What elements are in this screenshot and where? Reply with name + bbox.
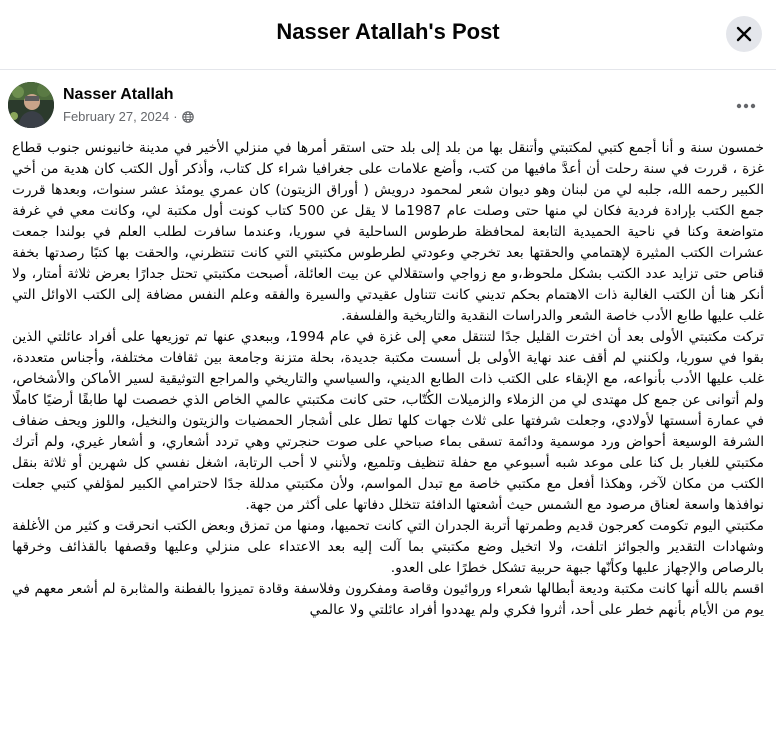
dialog-header [0,0,776,70]
avatar[interactable] [8,82,54,128]
close-icon [736,26,752,42]
post-author-name[interactable]: Nasser Atallah [63,86,174,103]
post-paragraph: خمسون سنة و أنا أجمع كتبي لمكتبتي وأتنقل بها من بلد إلى بلد حتى استقر أمرها في منزلي الأخير في مدينة خانيونس جنوب قطاع غزة ، قررت في سنة رحلت أن أعدَّ مافيها من كتب، وأضع علامات على جغرافيا شراء كل كتاب، وأذكر أول الكتب كان هدية من أخي الكبير رحمه الله، جلبه لي من لبنان وهو ديوان شعر لمحمود درويش ( أوراق الزيتون) كان عمري يومئذ عشر سنوات، وبعدها قررت جمع الكتب بإرادة فردية فكان لي منها حتى وصلت عام 1987ما لا يقل عن 500 كتاب كونت أول مكتبة لي، وكانت معي في غرفة متواضعة وكنا في ناحية الحميدية التابعة لمحافظة طرطوس الساحلية في سوريا، وعندما سافرت لطلب العلم في بولندا جمعت عشرات الكتب المثيرة لإهتمامي والحقتها بعد تخرجي وعودتي لطرطوس مكتبتي التي كانت تنتظرني، والحقت بها كتبًا رصدتها بخفة قناص حتى تزايد عدد الكتب بشكل ملحوظ،و مع زواجي واستقلالي عن بيت العائلة، أصبحت مكتبتي تحتل جدارًا بعرض ثلاثة أمتار، ولا أنكر هنا أن الكتب الغالبة ذات الاهتمام بحكم تديني كانت تتناول عقيدتي والسيرة والفقه وعلم النفس مضافة إلى الكتب الاوائل التي غلب عليها طابع الأدب خاصة الشعر والدراسات النقدية والتاريخية والفلسفة. [12,140,764,324]
post-paragraph: مكتبتي اليوم تكومت كعرجون قديم وطمرتها أتربة الجدران التي كانت تحميها، ومنها من تمزق وبعض الكتب انحرقت و كثير من الأغلفة وشهادات التقدير والجوائز اتلفت، ولا اتخيل وضع مكتبتي بما آلت إليه بعد الاعتداء على منزلي وعليها وقصفها بالقذائف وخرقها بالرصاص والإجهاز عليها وكأنّها جبهة حربية تشكل خطرًا على العدو. [12,518,764,576]
more-horizontal-icon [736,103,756,109]
more-options-button[interactable] [730,90,762,122]
post-text [12,138,764,621]
separator-dot: · [173,109,178,124]
post-timestamp[interactable] [63,109,194,124]
post-paragraph: تركت مكتبتي الأولى بعد أن اخترت القليل جدًا لتنتقل معي إلى غزة في عام 1994، وببعدي عنها تم توزيعها على أفراد عائلتي الذين بقوا في سوريا، ولكنني لم أقف عند نهاية الأولى بل أسست مكتبة جديدة، بحلة متزنة وجامعة بين ثقافات مختلفة، وأجناس متعددة، غلب عليها الأدب بأنواعه، مع الإبقاء على الكتب ذات الطابع الديني، والسياسي والتاريخي والمراجع التوثيقية لسير الأماكن والأشخاص، ولم أتوانى عن جمع كل مهتدى لي من الزملاء والزميلات الكُتّاب، حتى كانت مكتبتي عالمي الخاص الذي خصصت لها طابقًا أرضيًا كاملًا في عمارة أسستها لأولادي، وجعلت شرفتها على ثلاث جهات كلها تطل على أشجار الحمضيات والزيتون والنخيل، واللوز ويحف ضفاف الشرفة الوسيعة أحواض ورد موسمية ودائمة تسقى بماء صباحي على صوت حنجرتي وهي تردد أشعاري، و أشعار غيري، ولم أترك مكتبتي للغبار بل كنا على موعد شبه أسبوعي مع حفلة تنظيف وتلميع، ولأنني لا أحب الرتابة، اشغل نفسي كل شهرين أو ثلاثة بنقل الكتب من مكان لآخر، وهكذا أفعل مع مكتبي خاصة مع تبدل المواسم، ولأن مكتبتي مدللة جدًا لاحترامي الكبير لمؤلفي كتبي جعلت نوافذها واسعة لعناق مرصود مع الشمس حيث أشعتها الدافئة تتخلل دفاتها على أكثر من جهة. [12,329,764,513]
close-button[interactable] [726,16,762,52]
post-author-row [8,82,768,132]
post-paragraph: اقسم بالله أنها كانت مكتبة وديعة أبطالها شعراء وروائيون وقاصة ومفكرون وفلاسفة وقادة تميزوا بالفطنة والمثابرة لم أشعر معهم في يوم من الأيام بأنهم خطر على أحد، أثروا فكري ولم يهددوا أفراد عائلتي ولا عالمي [12,581,764,618]
dialog-title: Nasser Atallah's Post [276,19,500,44]
globe-icon [182,111,194,123]
post-date-text[interactable]: February 27, 2024 [63,109,170,124]
